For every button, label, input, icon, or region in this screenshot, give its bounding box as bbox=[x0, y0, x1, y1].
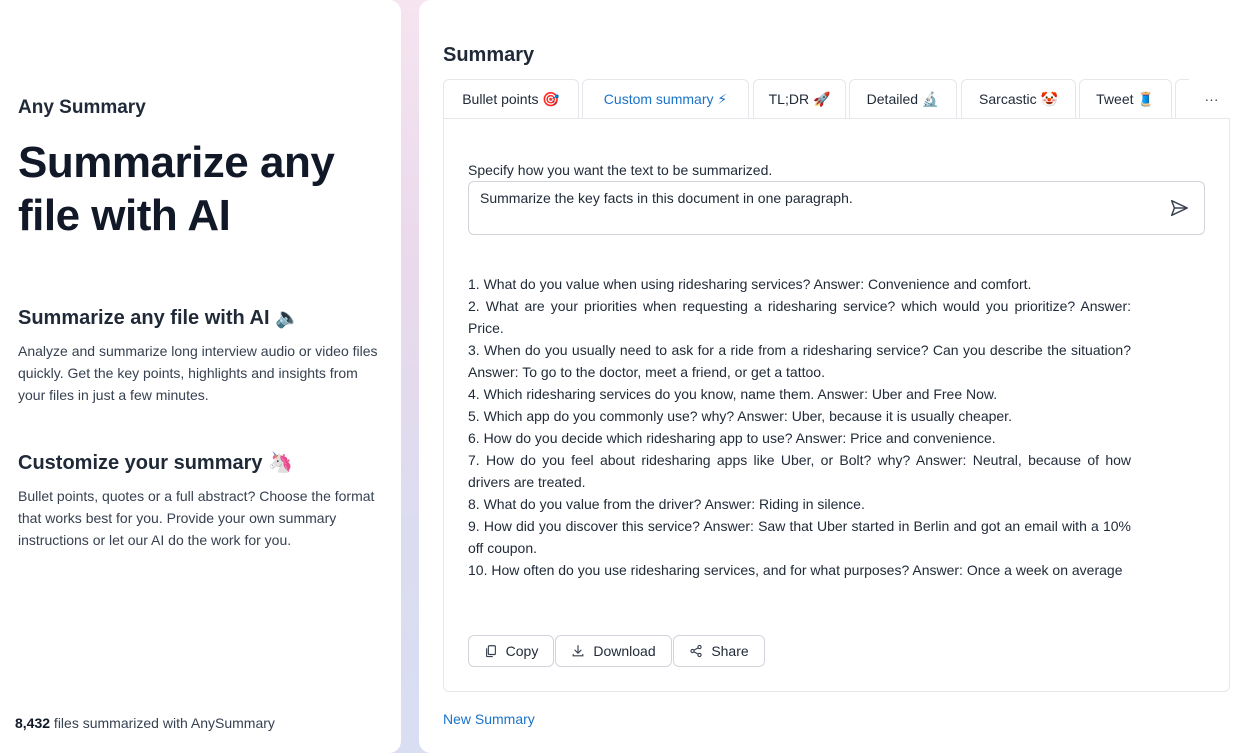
tab-tweet[interactable]: Tweet 🧵 bbox=[1079, 79, 1172, 118]
list-item: 10. How often do you use ridesharing services, and for what purposes? Answer: Once a week on average bbox=[468, 562, 1123, 578]
copy-button[interactable] bbox=[468, 635, 554, 667]
summary-result bbox=[468, 273, 1131, 581]
send-icon[interactable] bbox=[1168, 197, 1190, 219]
feature-text-summarize: Analyze and summarize long interview audio or video files quickly. Get the key points, highlights and insights from your files in just a few minutes. bbox=[18, 343, 378, 403]
prompt-input[interactable] bbox=[468, 181, 1205, 235]
copy-button-label[interactable]: Copy bbox=[505, 643, 539, 659]
prompt-label: Specify how you want the text to be summarized. bbox=[468, 162, 773, 178]
list-item: 2. What are your priorities when requesting a ridesharing service? which would you prioritize? Answer: Price. bbox=[468, 298, 1131, 336]
tab-custom-summary[interactable]: Custom summary ⚡ bbox=[582, 79, 749, 118]
feature-title-summarize: Summarize any file with AI 🔈 bbox=[18, 307, 301, 329]
summary-panel bbox=[419, 0, 1248, 753]
new-summary-link[interactable]: New Summary bbox=[443, 711, 535, 727]
list-item: 5. Which app do you commonly use? why? Answer: Uber, because it is usually cheaper. bbox=[468, 408, 1012, 424]
prompt-input-value[interactable]: Summarize the key facts in this document in one paragraph. bbox=[480, 190, 853, 206]
list-item: 7. How do you feel about ridesharing apps like Uber, or Bolt? why? Answer: Neutral, because of how drivers are treated. bbox=[468, 452, 1131, 490]
tab-tldr[interactable]: TL;DR 🚀 bbox=[753, 79, 846, 118]
download-button-label[interactable]: Download bbox=[593, 643, 656, 659]
copy-icon bbox=[484, 644, 498, 658]
files-counter-value: 8,432 bbox=[15, 715, 51, 731]
info-panel bbox=[0, 0, 401, 753]
list-item: 3. When do you usually need to ask for a ride from a ridesharing service? Can you describe the situation? Answer: To go to the doctor, meet a friend, or get a tattoo. bbox=[468, 342, 1131, 380]
files-counter bbox=[15, 715, 275, 731]
summary-title: Summary bbox=[443, 44, 535, 66]
feature-title-customize: Customize your summary 🦄 bbox=[18, 452, 293, 474]
tab-overflow-edge bbox=[1175, 79, 1189, 118]
hero-heading: Summarize any file with AI bbox=[18, 138, 335, 240]
tab-sarcastic[interactable]: Sarcastic 🤡 bbox=[961, 79, 1076, 118]
list-item: 9. How did you discover this service? Answer: Saw that Uber started in Berlin and got an email with a 10% off coupon. bbox=[468, 518, 1131, 556]
tab-bullet-points[interactable]: Bullet points 🎯 bbox=[443, 79, 579, 118]
more-tabs-button[interactable]: ··· bbox=[1204, 90, 1219, 107]
share-button-label[interactable]: Share bbox=[711, 643, 749, 659]
share-button[interactable] bbox=[673, 635, 765, 667]
download-button[interactable] bbox=[555, 635, 672, 667]
list-item: 6. How do you decide which ridesharing app to use? Answer: Price and convenience. bbox=[468, 430, 996, 446]
files-counter-label: files summarized with AnySummary bbox=[50, 715, 275, 731]
summary-tabs bbox=[443, 79, 1230, 118]
list-item: 4. Which ridesharing services do you know, name them. Answer: Uber and Free Now. bbox=[468, 386, 998, 402]
share-icon bbox=[689, 644, 703, 658]
list-item: 8. What do you value from the driver? Answer: Riding in silence. bbox=[468, 496, 865, 512]
tab-detailed[interactable]: Detailed 🔬 bbox=[849, 79, 957, 118]
list-item: 1. What do you value when using ridesharing services? Answer: Convenience and comfort. bbox=[468, 276, 1032, 292]
feature-text-customize: Bullet points, quotes or a full abstract? Choose the format that works best for you. Provide your own summary instructions or let our AI do the work for you. bbox=[18, 488, 375, 548]
download-icon bbox=[571, 644, 585, 658]
brand-name: Any Summary bbox=[18, 97, 146, 118]
